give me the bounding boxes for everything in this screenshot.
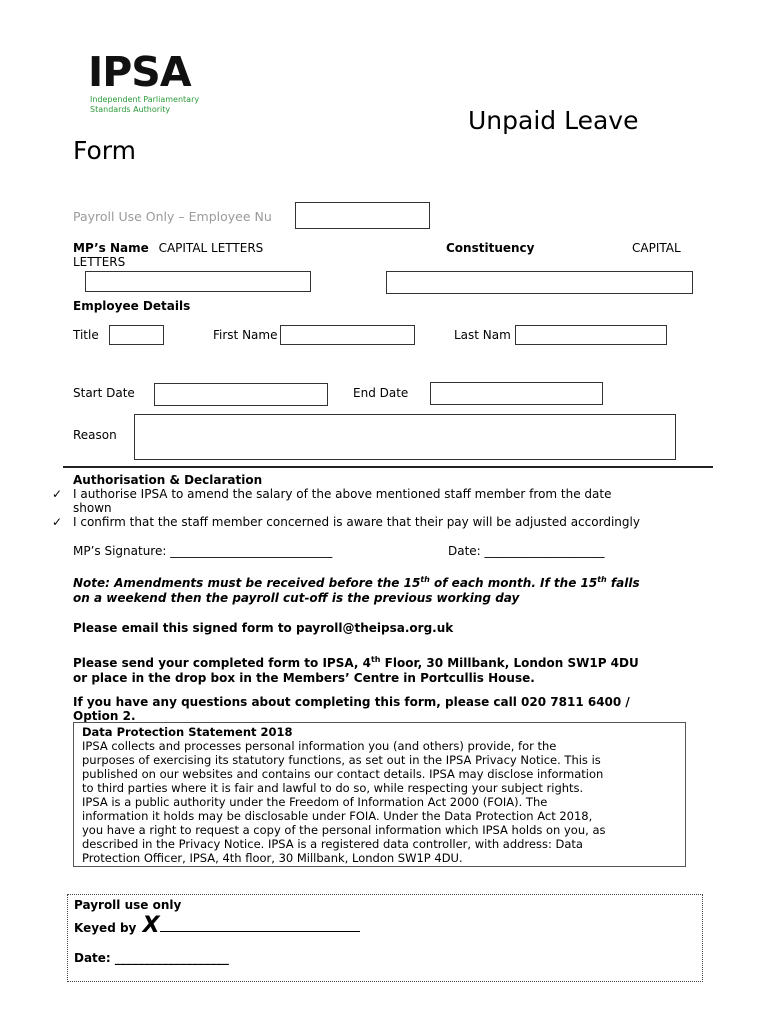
dp-line: to third parties where it is fair and lawful to do so, while respecting your subject rights.: [82, 781, 584, 795]
authorisation-heading: Authorisation & Declaration: [73, 473, 263, 487]
reason-label: Reason: [73, 428, 117, 442]
keyed-by-line[interactable]: [160, 920, 360, 932]
constituency-input[interactable]: [386, 271, 693, 294]
questions-line1: If you have any questions about completing this form, please call 020 7811 6400 /: [73, 695, 630, 709]
payroll-employee-number-label: Payroll Use Only – Employee Nu: [73, 209, 272, 224]
logo-subtitle-line1: Independent Parliamentary: [90, 95, 200, 104]
first-name-label: First Name: [213, 328, 278, 342]
form-title-continued: Form: [73, 136, 136, 165]
email-instruction: Please email this signed form to payroll@theipsa.org.uk: [73, 621, 454, 635]
payroll-date-line[interactable]: Date: ___________________: [74, 951, 229, 965]
checkmark-icon: ✓: [52, 487, 63, 501]
mp-name-label: MP’s Name: [73, 241, 149, 255]
dp-line: described in the Privacy Notice. IPSA is a registered data controller, with address: Data: [82, 837, 583, 851]
reason-input[interactable]: [134, 414, 676, 460]
dp-line: purposes of exercising its statutory functions, as set out in the IPSA Privacy Notice. This is: [82, 753, 601, 767]
constituency-hint-wrap: LETTERS: [73, 255, 126, 269]
authorise-line1: I authorise IPSA to amend the salary of the above mentioned staff member from the date: [73, 487, 612, 501]
confirm-statement: I confirm that the staff member concerned is aware that their pay will be adjusted accordingly: [73, 515, 640, 529]
post-line2: or place in the drop box in the Members’ Centre in Portcullis House.: [73, 671, 535, 685]
dp-line: you have a right to request a copy of the personal information which IPSA holds on you, as: [82, 823, 606, 837]
keyed-by-mark: X: [142, 913, 160, 938]
deadline-note: [73, 572, 640, 606]
data-protection-statement: [73, 722, 686, 867]
dp-line: published on our websites and contains our contact details. IPSA may disclose information: [82, 767, 604, 781]
signature-date-line[interactable]: Date: ____________________: [448, 544, 605, 558]
constituency-hint: CAPITAL: [632, 241, 681, 255]
title-input[interactable]: [109, 325, 164, 345]
dp-line: Protection Officer, IPSA, 4th floor, 30 Millbank, London SW1P 4DU.: [82, 851, 463, 865]
end-date-label: End Date: [353, 386, 409, 400]
last-name-input[interactable]: [515, 325, 667, 345]
payroll-use-box: [67, 894, 703, 982]
post-line1: Please send your completed form to IPSA, 4th Floor, 30 Millbank, London SW1P 4DU: [73, 655, 639, 670]
authorise-statement: [73, 487, 611, 515]
dp-line: IPSA is a public authority under the Freedom of Information Act 2000 (FOIA). The: [82, 795, 548, 809]
dp-line: IPSA collects and processes personal information you (and others) provide, for the: [82, 739, 557, 753]
questions-contact: [73, 695, 630, 722]
keyed-by-label: Keyed by: [74, 921, 137, 935]
employee-number-input[interactable]: [295, 202, 430, 229]
start-date-label: Start Date: [73, 386, 135, 400]
first-name-input[interactable]: [280, 325, 415, 345]
mp-name-input[interactable]: [85, 271, 311, 292]
section-divider: [63, 466, 713, 468]
checkmark-icon: ✓: [52, 515, 63, 529]
mp-signature-line[interactable]: MP’s Signature: ___________________________: [73, 544, 333, 558]
form-title: Unpaid Leave: [468, 106, 639, 135]
postal-instruction: [73, 652, 639, 686]
authorise-line2: shown: [73, 501, 112, 515]
data-protection-heading: Data Protection Statement 2018: [82, 725, 293, 739]
start-date-input[interactable]: [154, 383, 328, 406]
note-line1: Note: Amendments must be received before the 15th of each month. If the 15th falls: [73, 575, 640, 590]
title-label: Title: [73, 328, 99, 342]
keyed-by-row: [74, 913, 360, 938]
logo-subtitle: [90, 95, 199, 115]
last-name-label: Last Nam: [454, 328, 511, 342]
mp-name-label-row: [73, 241, 263, 255]
dp-line: information it holds may be disclosable under FOIA. Under the Data Protection Act 2018,: [82, 809, 593, 823]
ipsa-logo: IPSA: [88, 48, 191, 96]
end-date-input[interactable]: [430, 382, 603, 405]
note-line2: on a weekend then the payroll cut-off is the previous working day: [73, 591, 520, 605]
mp-name-hint: CAPITAL LETTERS: [158, 241, 264, 255]
payroll-use-heading: Payroll use only: [74, 898, 182, 912]
constituency-label: Constituency: [446, 241, 535, 255]
questions-line2: Option 2.: [73, 709, 136, 723]
employee-details-heading: Employee Details: [73, 299, 191, 313]
logo-subtitle-line2: Standards Authority: [90, 105, 171, 114]
